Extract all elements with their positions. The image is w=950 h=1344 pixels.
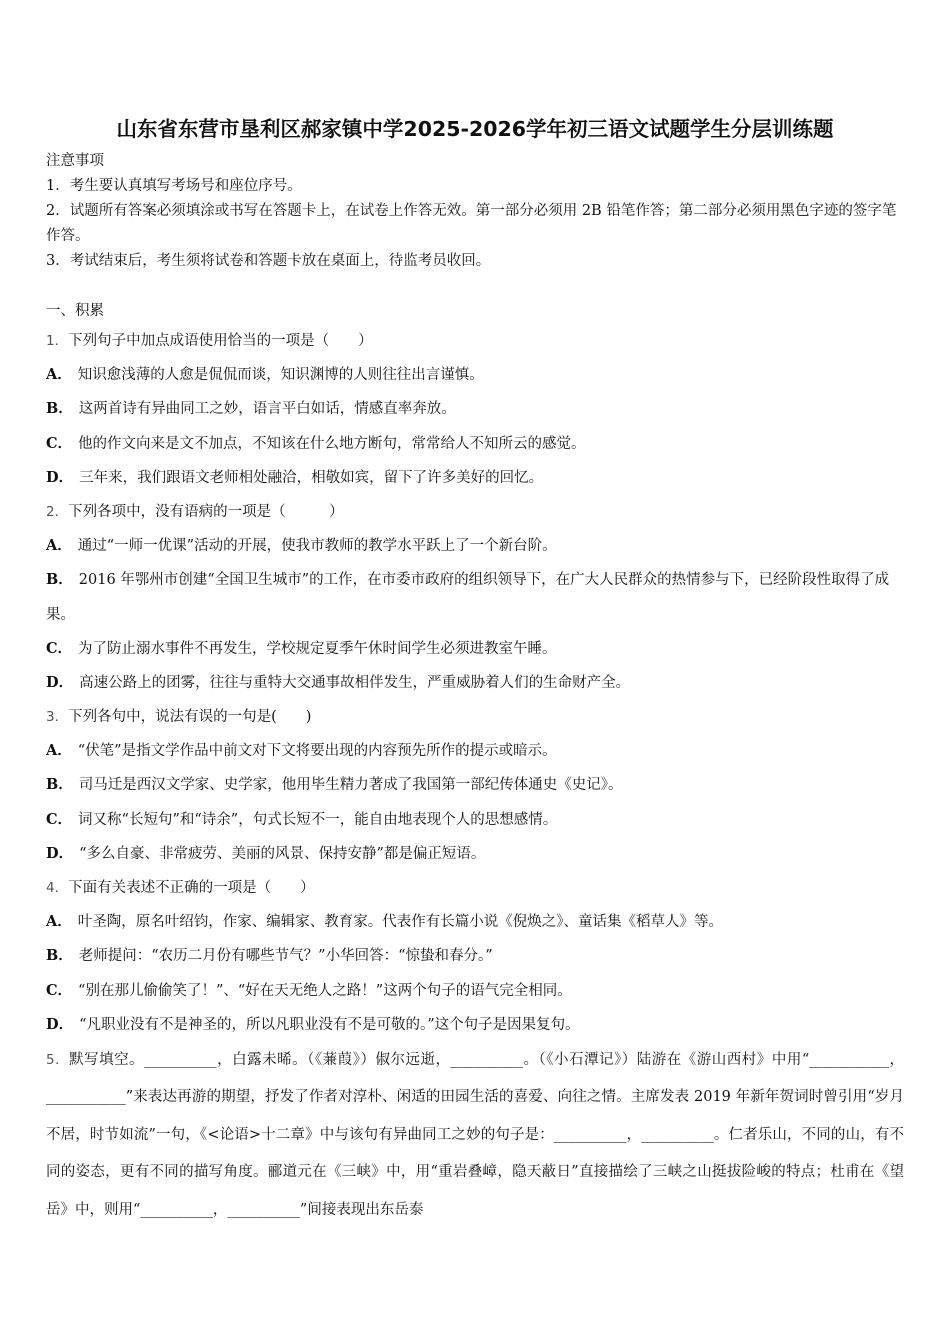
notice-item-3: 3．考试结束后，考生须将试卷和答题卡放在桌面上，待监考员收回。	[46, 253, 491, 269]
q1-option-c	[46, 427, 904, 461]
option-letter: B．	[46, 400, 73, 418]
question-5	[46, 1042, 904, 1230]
q3-option-a	[46, 734, 904, 768]
question-2-stem	[46, 495, 904, 529]
option-text: 老师提问：“农历二月份有哪些节气？”小华回答：“惊蛰和春分。”	[78, 948, 493, 965]
option-text: 叶圣陶，原名叶绍钧，作家、编辑家、教育家。代表作有长篇小说《倪焕之》、童话集《稻草人》等。	[77, 914, 724, 931]
option-text: 司马迁是西汉文学家、史学家，他用毕生精力著成了我国第一部纪传体通史《史记》。	[78, 777, 623, 794]
option-letter: D．	[46, 468, 74, 486]
notice-item-1: 1．考生要认真填写考场号和座位序号。	[46, 178, 302, 194]
option-letter: A．	[46, 742, 72, 760]
q1-option-d	[46, 461, 904, 495]
option-letter: C．	[46, 810, 73, 828]
option-letter: D．	[46, 844, 74, 862]
question-text: 下面有关表述不正确的一项是（ ）	[68, 880, 315, 897]
notice-section	[46, 149, 904, 274]
q4-option-d	[46, 1008, 904, 1042]
question-number: 2．	[46, 503, 69, 520]
option-text: 为了防止溺水事件不再发生，学校规定夏季午休时间学生必须进教室午睡。	[78, 640, 557, 657]
option-text: 高速公路上的团雾，往往与重特大交通事故相伴发生，严重威胁着人们的生命财产全。	[79, 674, 631, 691]
notice-heading: 注意事项	[46, 153, 104, 169]
q3-option-c	[46, 803, 904, 837]
option-text: 他的作文向来是文不加点，不知该在什么地方断句，常常给人不知所云的感觉。	[78, 435, 586, 452]
q2-option-a	[46, 529, 904, 563]
option-letter: B．	[46, 776, 73, 794]
option-letter: D．	[46, 1015, 74, 1033]
option-text: “别在那儿偷偷笑了！”、“好在天无绝人之路！”这两个句子的语气完全相同。	[78, 982, 572, 999]
option-letter: C．	[46, 981, 73, 999]
option-text: “凡职业没有不是神圣的，所以凡职业没有不是可敬的。”这个句子是因果复句。	[79, 1016, 580, 1033]
question-area	[46, 324, 904, 1229]
question-3-stem	[46, 700, 904, 734]
option-text: “多么自豪、非常疲劳、美丽的风景、保持安静”都是偏正短语。	[79, 845, 486, 862]
option-letter: B．	[46, 571, 73, 589]
q1-option-a	[46, 358, 904, 392]
q4-option-a	[46, 905, 904, 939]
option-letter: B．	[46, 947, 73, 965]
question-text: 下列句子中加点成语使用恰当的一项是（ ）	[68, 333, 373, 349]
q4-option-c	[46, 974, 904, 1008]
question-number: 1．	[46, 333, 69, 349]
question-1-stem	[46, 324, 904, 358]
q3-option-b	[46, 768, 904, 802]
option-letter: A．	[46, 537, 72, 555]
option-letter: C．	[46, 639, 73, 657]
page-title: 山东省东营市垦利区郝家镇中学2025-2026学年初三语文试题学生分层训练题	[116, 117, 834, 141]
q1-option-b	[46, 392, 904, 426]
question-4-stem	[46, 871, 904, 905]
notice-item-2: 2．试题所有答案必须填涂或书写在答题卡上，在试卷上作答无效。第一部分必须用 2B 铅笔作答；第二部分必须用黑色字迹的签字笔作答。	[46, 203, 897, 244]
q2-option-d	[46, 666, 904, 700]
question-text: 下列各项中，没有语病的一项是（ ）	[68, 503, 344, 520]
option-letter: A．	[46, 913, 72, 931]
q4-option-b	[46, 939, 904, 973]
question-number: 5．	[46, 1051, 70, 1068]
question-text: 默写填空。__________，白露未晞。（《蒹葭》）俶尔远逝，__________。（《小石潭记》）陆游在《游山西村》中用“___________，___________”来表达再游的期望，抒发了作者对淳朴、闲适的田园生活的喜爱、向往之情。主席发表 2019 年新年贺词时曾引用“岁月不居，时节如流”一句，《<论语>十二章》中与该句有异曲同工之妙的句子是：__________，__________。仁者乐山，不同的山，有不同的姿态，更有不同的描写角度。郦道元在《三峡》中，用“重岩叠嶂，隐天蔽日”直接描绘了三峡之山挺拔险峻的特点；杜甫在《望岳》中，则用“__________，__________”间接表现出东岳泰	[46, 1051, 904, 1218]
question-number: 3．	[46, 709, 69, 726]
option-text: 2016 年鄂州市创建“全国卫生城市”的工作，在市委市政府的组织领导下，在广大人民群众的热情参与下，已经阶段性取得了成果。	[46, 572, 890, 623]
option-letter: A．	[46, 366, 72, 384]
option-text: 三年来，我们跟语文老师相处融洽，相敬如宾，留下了许多美好的回忆。	[79, 469, 544, 486]
q2-option-b	[46, 563, 904, 631]
option-text: “伏笔”是指文学作品中前文对下文将要出现的内容预先所作的提示或暗示。	[77, 743, 557, 760]
q2-option-c	[46, 632, 904, 666]
option-text: 知识愈浅薄的人愈是侃侃而谈，知识渊博的人则往往出言谨慎。	[77, 367, 484, 384]
question-text: 下列各句中，说法有误的一句是( )	[68, 709, 312, 726]
option-letter: C．	[46, 434, 73, 452]
question-number: 4．	[46, 880, 69, 897]
q3-option-d	[46, 837, 904, 871]
option-letter: D．	[46, 673, 74, 691]
section-heading: 一、积累	[46, 303, 104, 319]
option-text: 这两首诗有异曲同工之妙，语言平白如话，情感直率奔放。	[78, 401, 456, 418]
option-text: 词又称“长短句”和“诗余”，句式长短不一，能自由地表现个人的思想感情。	[78, 811, 558, 828]
option-text: 通过“一师一优课”活动的开展，使我市教师的教学水平跃上了一个新台阶。	[77, 538, 557, 555]
